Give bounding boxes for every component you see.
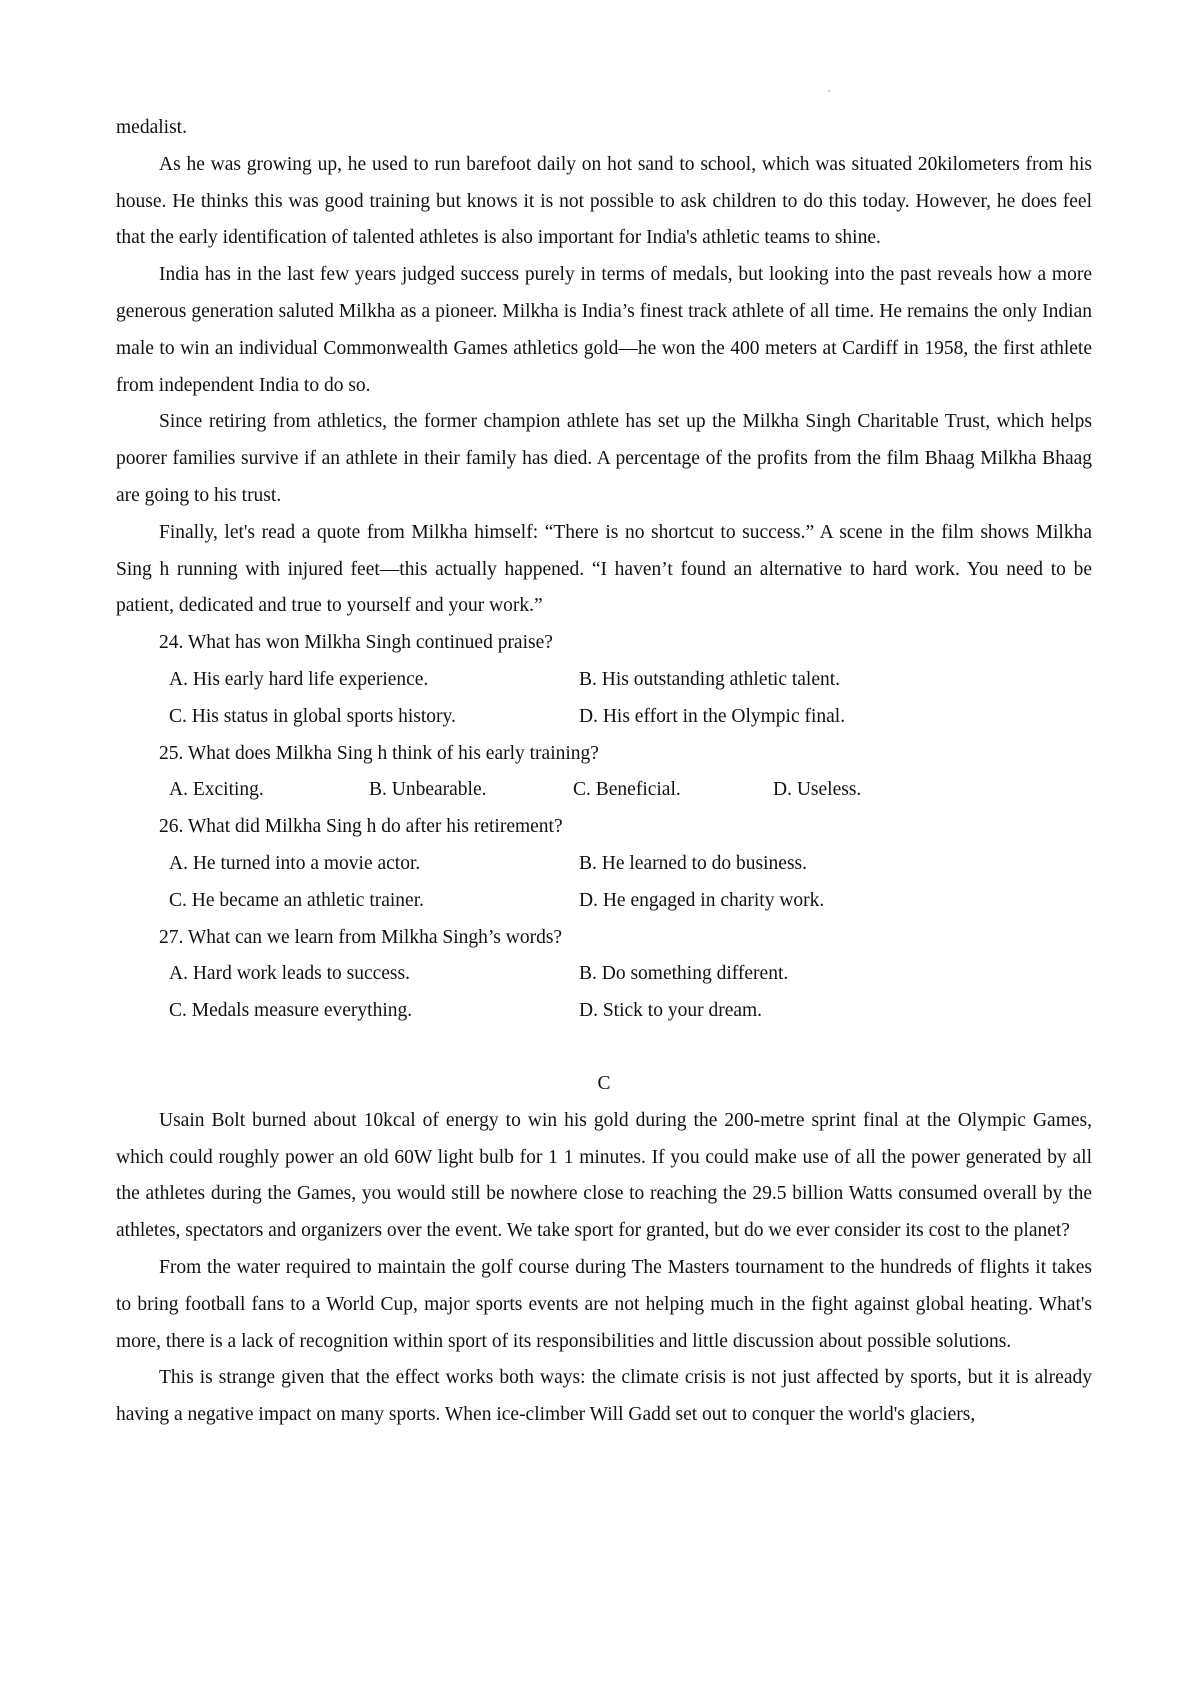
question-stem: 24. What has won Milkha Singh continued praise? <box>159 632 553 654</box>
option-c: C. His status in global sports history. <box>169 705 456 727</box>
option-c: C. He became an athletic trainer. <box>169 889 425 911</box>
passage-b-continuation: medalist. <box>116 117 187 138</box>
question-26 <box>116 809 1092 919</box>
passage-c-paragraph-1: Usain Bolt burned about 10kcal of energy to win his gold during the 200-metre sprint final at the Olympic Games, which could roughly power an old 60W light bulb for 1 1 minutes. If you could make use of all the power generated by all the athletes during the Games, you would still be nowhere close to reaching the 29.5 billion Watts consumed overall by the athletes, spectators and organizers over the event. We take sport for granted, but do we ever consider its cost to the planet? <box>116 1109 1092 1242</box>
option-row <box>116 699 1092 736</box>
passage-c-paragraph-2: From the water required to maintain the golf course during The Masters tournament to the hundreds of flights it takes to bring football fans to a World Cup, major sports events are not helping much in the fight against global heating. What's more, there is a lack of recognition within sport of its responsibilities and little discussion about possible solutions. <box>116 1256 1092 1352</box>
section-heading-c: C <box>597 1072 611 1094</box>
option-d: D. Useless. <box>773 779 862 801</box>
option-row <box>116 772 1092 809</box>
passage-c-paragraph-3: This is strange given that the effect works both ways: the climate crisis is not just affected by sports, but it is already having a negative impact on many sports. When ice-climber Will Gadd set out to conquer the world's glaciers, <box>116 1367 1092 1426</box>
option-row <box>116 662 1092 699</box>
option-row <box>116 883 1092 920</box>
option-row <box>116 956 1092 993</box>
option-c: C. Medals measure everything. <box>169 1000 413 1022</box>
option-c: C. Beneficial. <box>573 779 681 801</box>
question-stem: 25. What does Milkha Sing h think of his early training? <box>159 742 599 764</box>
passage-b-paragraph-1: As he was growing up, he used to run barefoot daily on hot sand to school, which was situated 20kilometers from his house. He thinks this was good training but knows it is not possible to ask children to do this today. However, he does feel that the early identification of talented athletes is also important for India's athletic teams to shine. <box>116 153 1092 249</box>
option-d: D. His effort in the Olympic final. <box>579 705 846 727</box>
option-a: A. His early hard life experience. <box>169 668 429 690</box>
option-b: B. He learned to do business. <box>579 852 808 874</box>
option-row <box>116 846 1092 883</box>
question-24 <box>116 625 1092 735</box>
option-d: D. He engaged in charity work. <box>579 889 825 911</box>
scan-speck <box>828 90 830 92</box>
question-25 <box>116 736 1092 810</box>
question-stem: 26. What did Milkha Sing h do after his retirement? <box>159 816 563 838</box>
option-b: B. His outstanding athletic talent. <box>579 668 841 690</box>
option-d: D. Stick to your dream. <box>579 1000 763 1022</box>
passage-b-paragraph-2: India has in the last few years judged success purely in terms of medals, but looking into the past reveals how a more generous generation saluted Milkha as a pioneer. Milkha is India’s finest track athlete of all time. He remains the only Indian male to win an individual Commonwealth Games athletics gold—he won the 400 meters at Cardiff in 1958, the first athlete from independent India to do so. <box>116 264 1092 396</box>
question-27 <box>116 920 1092 1030</box>
option-a: A. Hard work leads to success. <box>169 963 410 985</box>
exam-page <box>116 110 1092 1434</box>
option-row <box>116 993 1092 1030</box>
passage-b-paragraph-3: Since retiring from athletics, the former champion athlete has set up the Milkha Singh Charitable Trust, which helps poorer families survive if an athlete in their family has died. A percentage of the profits from the film Bhaag Milkha Bhaag are going to his trust. <box>116 411 1092 506</box>
option-b: B. Do something different. <box>579 963 789 985</box>
question-stem: 27. What can we learn from Milkha Singh’s words? <box>159 926 563 948</box>
option-b: B. Unbearable. <box>369 779 487 801</box>
option-a: A. He turned into a movie actor. <box>169 852 421 874</box>
passage-b-paragraph-4: Finally, let's read a quote from Milkha himself: “There is no shortcut to success.” A scene in the film shows Milkha Sing h running with injured feet—this actually happened. “I haven’t found an alternative to hard work. You need to be patient, dedicated and true to yourself and your work.” <box>116 521 1092 617</box>
option-a: A. Exciting. <box>169 779 264 801</box>
